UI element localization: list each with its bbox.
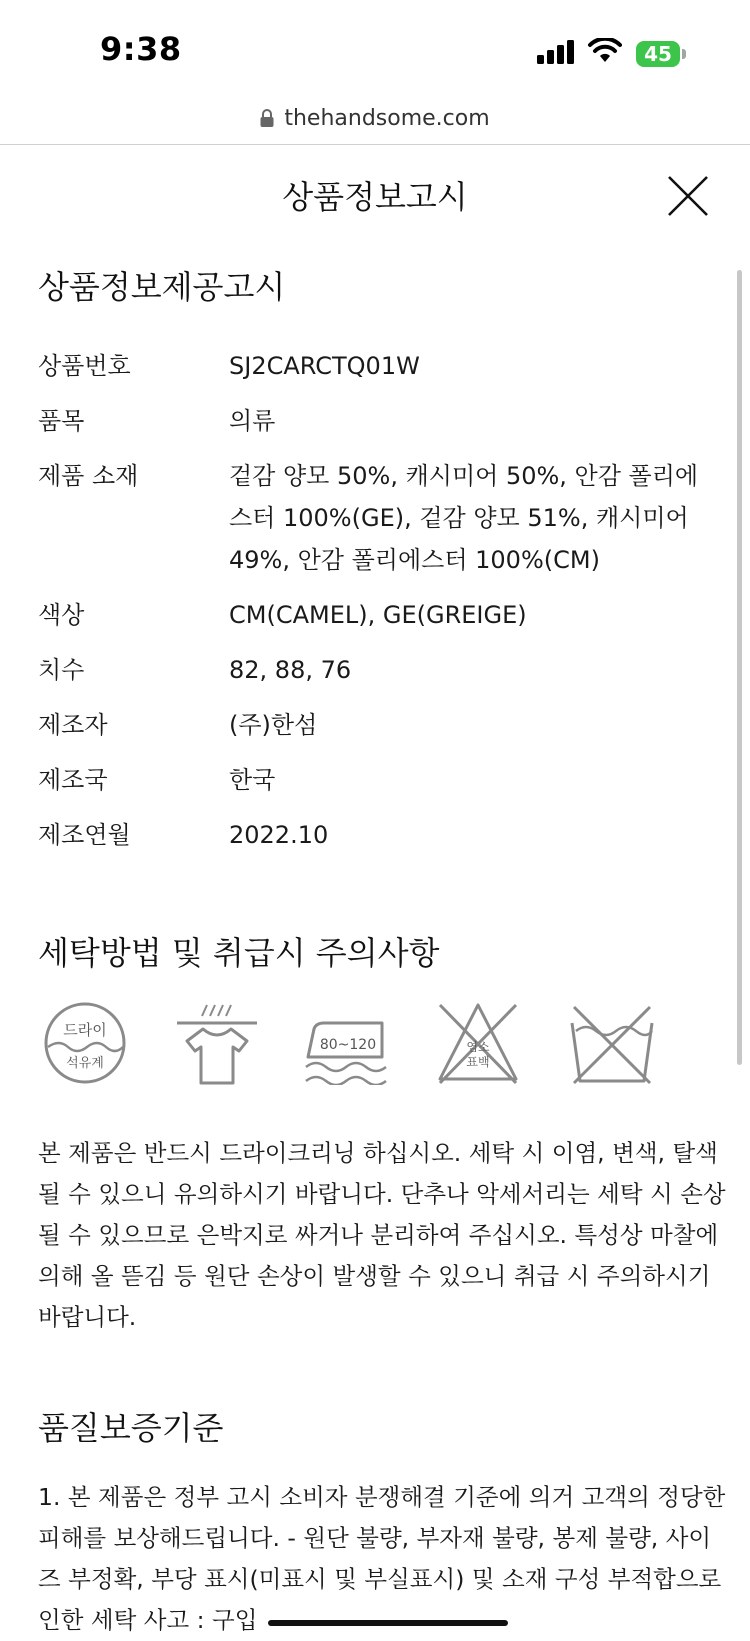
dry-clean-label: 드라이 [63, 1021, 107, 1039]
info-row-item [38, 400, 718, 442]
info-value: 한국 [229, 766, 276, 794]
info-value: 의류 [229, 407, 276, 435]
bleach-label: 표백 [466, 1055, 490, 1069]
no-wash-icon [570, 1001, 654, 1085]
info-value: 겉감 양모 50%, 캐시미어 50%, 안감 폴리에스터 100%(GE), 겉감 양모 51%, 캐시미어 49%, 안감 폴리에스터 100%(CM) [229, 462, 699, 574]
battery-level: 45 [644, 42, 672, 66]
info-label: 치수 [38, 656, 85, 684]
wifi-icon [588, 38, 622, 64]
info-row-date [38, 814, 718, 856]
care-description: 본 제품은 반드시 드라이크리닝 하십시오. 세탁 시 이염, 변색, 탈색될 수 있으니 유의하시기 바랍니다. 단추나 악세서리는 세탁 시 손상될 수 있으므로 은박지로 싸거나 분리하여 주십시오. 특성상 마찰에 의해 올 뜯김 등 원단 손상이 발생할 수 있으니 취급 시 주의하시기 바랍니다. [38, 1139, 726, 1331]
close-icon[interactable] [665, 173, 711, 219]
info-label: 제조국 [38, 766, 108, 794]
no-chlorine-bleach-icon [436, 1001, 520, 1085]
info-row-manufacturer [38, 704, 718, 746]
info-row-product-number [38, 345, 718, 387]
info-label: 제조자 [38, 711, 108, 739]
address-bar[interactable] [0, 96, 750, 140]
iron-temp-label: 80~120 [319, 1037, 377, 1053]
info-value: SJ2CARCTQ01W [229, 352, 420, 380]
quality-description: 1. 본 제품은 정부 고시 소비자 분쟁해결 기준에 의거 고객의 정당한 피해를 보상해드립니다. - 원단 불량, 부자재 불량, 봉제 불량, 사이즈 부정확, 부당 표시(미표시 및 부실표시) 및 소재 구성 부적합으로 인한 세탁 사고 : 구입 [38, 1483, 726, 1634]
cellular-signal-icon [537, 40, 575, 64]
info-label: 색상 [38, 601, 85, 629]
info-value: (주)한섬 [229, 711, 318, 739]
product-info-table [38, 345, 718, 869]
info-row-size [38, 649, 718, 691]
info-row-country [38, 759, 718, 801]
info-label: 품목 [38, 407, 85, 435]
scrollbar[interactable] [737, 270, 742, 1065]
petroleum-label: 석유계 [66, 1056, 104, 1071]
dry-clean-petroleum-icon [43, 1001, 127, 1085]
iron-80-120-icon [304, 1001, 388, 1085]
info-value: 82, 88, 76 [229, 656, 352, 684]
product-notice-heading: 상품정보제공고시 [38, 268, 286, 306]
info-row-material [38, 455, 718, 581]
lock-icon [260, 109, 274, 127]
chlorine-label: 염소 [466, 1040, 490, 1054]
info-value: 2022.10 [229, 821, 329, 849]
modal-title: 상품정보고시 [282, 178, 468, 216]
hang-dry-icon [175, 1001, 259, 1085]
info-label: 제조연월 [38, 821, 131, 849]
info-value: CM(CAMEL), GE(GREIGE) [229, 601, 527, 629]
care-heading: 세탁방법 및 취급시 주의사항 [38, 934, 440, 972]
info-label: 상품번호 [38, 352, 131, 380]
care-icons [38, 1001, 718, 1101]
status-bar [0, 0, 750, 100]
info-label: 제품 소재 [38, 462, 139, 490]
quality-heading: 품질보증기준 [38, 1409, 224, 1447]
info-row-color [38, 594, 718, 636]
home-indicator[interactable] [268, 1620, 508, 1626]
url-text: thehandsome.com [284, 105, 490, 131]
status-time: 9:38 [100, 30, 182, 68]
divider [0, 144, 750, 145]
battery-icon [636, 41, 686, 67]
